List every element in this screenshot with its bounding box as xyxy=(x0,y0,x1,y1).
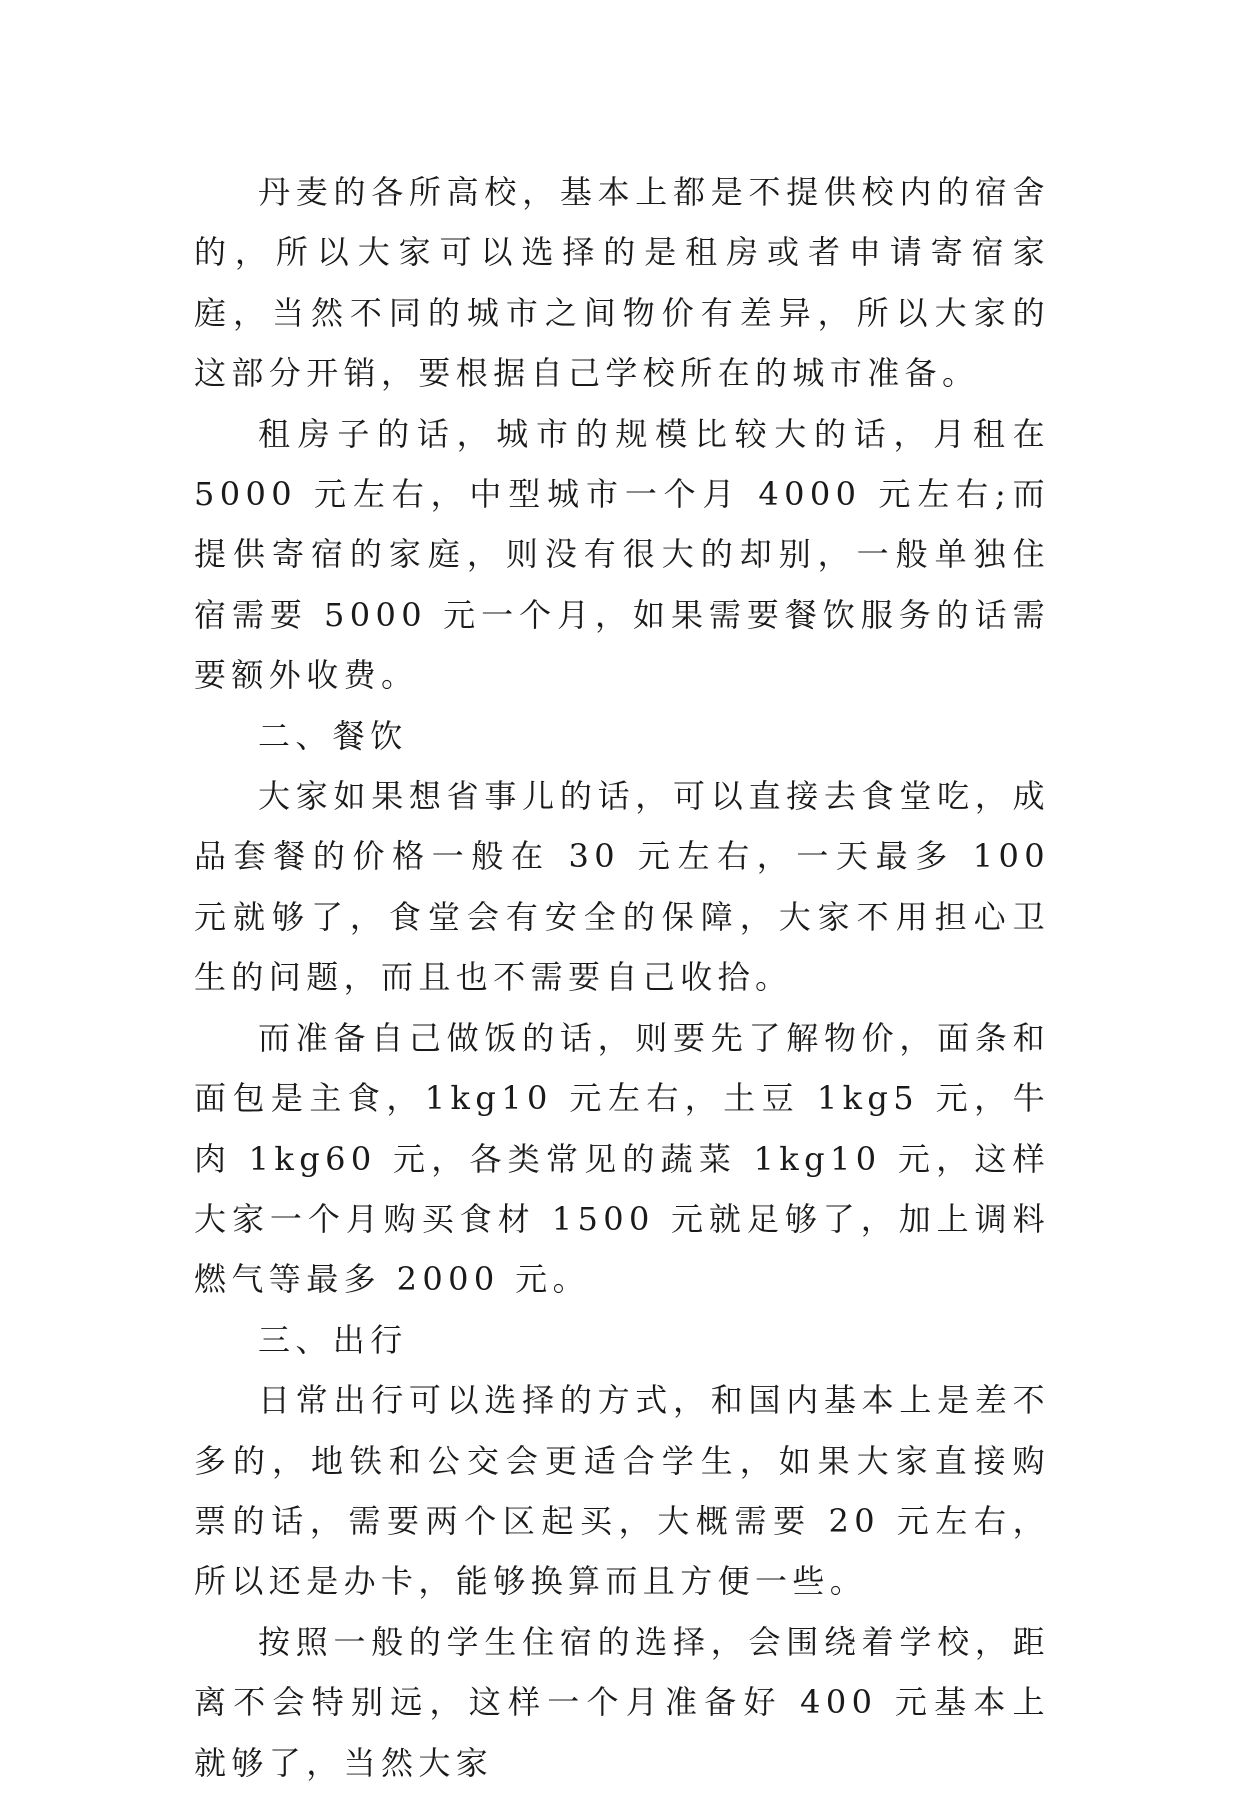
document-body xyxy=(194,162,1050,1793)
paragraph-cooking: 而准备自己做饭的话，则要先了解物价，面条和面包是主食，1kg10 元左右，土豆 1kg5 元，牛肉 1kg60 元，各类常见的蔬菜 1kg10 元，这样大家一个月购买食材 1500 元就足够了，加上调料燃气等最多 2000 元。 xyxy=(194,1018,1050,1299)
paragraph-transport: 日常出行可以选择的方式，和国内基本上是差不多的，地铁和公交会更适合学生，如果大家直接购票的话，需要两个区起买，大概需要 20 元左右，所以还是办卡，能够换算而且方便一些。 xyxy=(194,1381,1050,1601)
paragraph-canteen: 大家如果想省事儿的话，可以直接去食堂吃，成品套餐的价格一般在 30 元左右，一天最多 100 元就够了，食堂会有安全的保障，大家不用担心卫生的问题，而且也不需要自己收拾。 xyxy=(194,777,1050,997)
section-heading-travel: 三、出行 xyxy=(258,1320,408,1359)
paragraph-housing-intro: 丹麦的各所高校，基本上都是不提供校内的宿舍的，所以大家可以选择的是租房或者申请寄宿家庭，当然不同的城市之间物价有差异，所以大家的这部分开销，要根据自己学校所在的城市准备。 xyxy=(194,173,1050,393)
paragraph-rent-cost: 租房子的话，城市的规模比较大的话，月租在 5000 元左右，中型城市一个月 4000 元左右;而提供寄宿的家庭，则没有很大的却别，一般单独住宿需要 5000 元一个月，如果需要餐饮服务的话需要额外收费。 xyxy=(194,414,1050,695)
section-heading-dining: 二、餐饮 xyxy=(258,716,408,755)
paragraph-transport-budget: 按照一般的学生住宿的选择，会围绕着学校，距离不会特别远，这样一个月准备好 400 元基本上就够了，当然大家 xyxy=(194,1622,1050,1782)
